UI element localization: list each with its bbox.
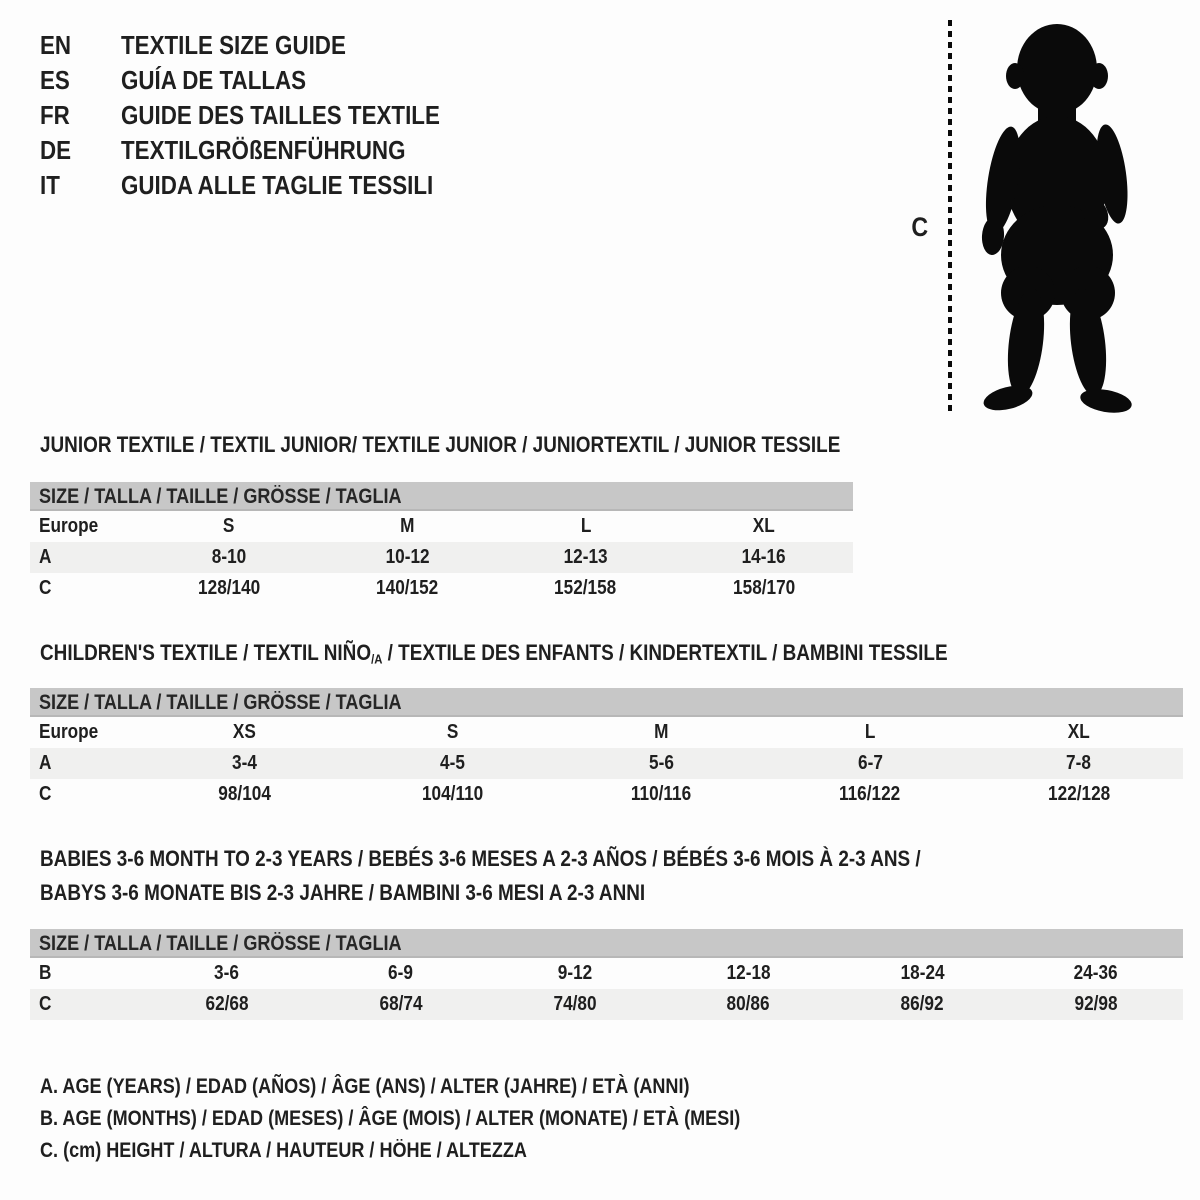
language-row-es bbox=[40, 63, 492, 98]
cell-value: 6-7 bbox=[857, 752, 883, 774]
cell-value: 18-24 bbox=[900, 962, 945, 984]
cell-value: 128/140 bbox=[198, 577, 261, 599]
language-code: IT bbox=[40, 170, 60, 200]
cell-value: S bbox=[447, 721, 459, 743]
row-label: C bbox=[39, 577, 52, 599]
language-title-list bbox=[40, 28, 492, 203]
children-size-table bbox=[30, 688, 1183, 810]
cell-value: 122/128 bbox=[1047, 783, 1110, 805]
row-label: C bbox=[39, 783, 52, 805]
cell-value: 10-12 bbox=[385, 546, 430, 568]
babies-size-table bbox=[30, 929, 1183, 1020]
cell-value: L bbox=[864, 721, 876, 743]
size-table-row bbox=[30, 573, 853, 604]
cell-value: 152/158 bbox=[554, 577, 617, 599]
cell-value: 74/80 bbox=[553, 993, 597, 1015]
cell-value: 158/170 bbox=[732, 577, 795, 599]
row-label: A bbox=[39, 546, 52, 568]
cell-value: 24-36 bbox=[1074, 962, 1119, 984]
toddler-silhouette-icon bbox=[962, 12, 1152, 417]
cell-value: 12-18 bbox=[726, 962, 771, 984]
row-label: C bbox=[39, 993, 52, 1015]
cell-value: L bbox=[580, 515, 591, 537]
row-label: Europe bbox=[39, 515, 99, 537]
language-row-it bbox=[40, 168, 492, 203]
language-row-fr bbox=[40, 98, 492, 133]
height-measure-label: C bbox=[911, 212, 929, 242]
babies-section-title-line1: BABIES 3-6 MONTH TO 2-3 YEARS / BEBÉS 3-6 MESES A 2-3 AÑOS / BÉBÉS 3-6 MOIS À 2-3 ANS / bbox=[40, 846, 921, 871]
size-table-row bbox=[30, 717, 1183, 748]
children-section-title: CHILDREN'S TEXTILE / TEXTIL $NIÑO_{/A}$ / TEXTILE DES ENFANTS / KINDERTEXTIL / BAMBINI TESSILE bbox=[40, 640, 948, 667]
cell-value: 5-6 bbox=[649, 752, 674, 774]
row-label: B bbox=[39, 962, 52, 984]
cell-value: S bbox=[223, 515, 235, 537]
footnote-height-cm: C. (cm) HEIGHT / ALTURA / HAUTEUR / HÖHE / ALTEZZA bbox=[40, 1139, 527, 1162]
cell-value: 140/152 bbox=[376, 577, 439, 599]
cell-value: 12-13 bbox=[563, 546, 608, 568]
cell-value: 9-12 bbox=[557, 962, 592, 984]
babies-section-title-line2: BABYS 3-6 MONATE BIS 2-3 JAHRE / BAMBINI 3-6 MESI A 2-3 ANNI bbox=[40, 880, 646, 905]
cell-value: XS bbox=[232, 721, 256, 743]
language-code: ES bbox=[40, 65, 70, 95]
height-measure-dashed-line bbox=[948, 20, 952, 416]
cell-value: M bbox=[400, 515, 415, 537]
cell-value: 3-6 bbox=[214, 962, 240, 984]
row-label: Europe bbox=[39, 721, 99, 743]
cell-value: 104/110 bbox=[422, 783, 484, 805]
cell-value: 3-4 bbox=[231, 752, 257, 774]
language-title: GUIDE DES TAILLES TEXTILE bbox=[121, 100, 440, 130]
size-table-row bbox=[30, 748, 1183, 779]
language-row-de bbox=[40, 133, 492, 168]
size-table-header: SIZE / TALLA / TAILLE / GRÖSSE / TAGLIA bbox=[30, 482, 853, 511]
junior-size-table bbox=[30, 482, 853, 604]
cell-value: 116/122 bbox=[839, 783, 901, 805]
language-code: FR bbox=[40, 100, 70, 130]
junior-section-title: JUNIOR TEXTILE / TEXTIL JUNIOR/ TEXTILE JUNIOR / JUNIORTEXTIL / JUNIOR TESSILE bbox=[40, 432, 841, 457]
cell-value: XL bbox=[752, 515, 775, 537]
language-title: TEXTILE SIZE GUIDE bbox=[121, 30, 346, 60]
size-table-row bbox=[30, 958, 1183, 989]
size-table-row bbox=[30, 779, 1183, 810]
cell-value: 6-9 bbox=[388, 962, 414, 984]
cell-value: 92/98 bbox=[1074, 993, 1118, 1015]
language-row-en bbox=[40, 28, 492, 63]
footnote-age-years: A. AGE (YEARS) / EDAD (AÑOS) / ÂGE (ANS) / ALTER (JAHRE) / ETÀ (ANNI) bbox=[40, 1075, 690, 1098]
cell-value: M bbox=[654, 721, 669, 743]
cell-value: 62/68 bbox=[205, 993, 249, 1015]
language-title: GUÍA DE TALLAS bbox=[121, 65, 307, 95]
size-table-row bbox=[30, 511, 853, 542]
cell-value: 4-5 bbox=[440, 752, 466, 774]
language-title: GUIDA ALLE TAGLIE TESSILI bbox=[121, 170, 434, 200]
cell-value: 14-16 bbox=[741, 546, 786, 568]
size-table-row bbox=[30, 989, 1183, 1020]
cell-value: 8-10 bbox=[211, 546, 247, 568]
cell-value: 68/74 bbox=[379, 993, 423, 1015]
cell-value: 86/92 bbox=[900, 993, 944, 1015]
cell-value: 7-8 bbox=[1066, 752, 1092, 774]
language-title: TEXTILGRÖßENFÜHRUNG bbox=[121, 135, 406, 165]
footnote-age-months: B. AGE (MONTHS) / EDAD (MESES) / ÂGE (MOIS) / ALTER (MONATE) / ETÀ (MESI) bbox=[40, 1107, 741, 1130]
language-code: EN bbox=[40, 30, 72, 60]
cell-value: XL bbox=[1067, 721, 1090, 743]
row-label: A bbox=[39, 752, 52, 774]
cell-value: 110/116 bbox=[631, 783, 692, 805]
cell-value: 98/104 bbox=[217, 783, 271, 805]
size-table-header: SIZE / TALLA / TAILLE / GRÖSSE / TAGLIA bbox=[30, 688, 1183, 717]
size-table-row bbox=[30, 542, 853, 573]
cell-value: 80/86 bbox=[726, 993, 770, 1015]
language-code: DE bbox=[40, 135, 72, 165]
size-table-header: SIZE / TALLA / TAILLE / GRÖSSE / TAGLIA bbox=[30, 929, 1183, 958]
